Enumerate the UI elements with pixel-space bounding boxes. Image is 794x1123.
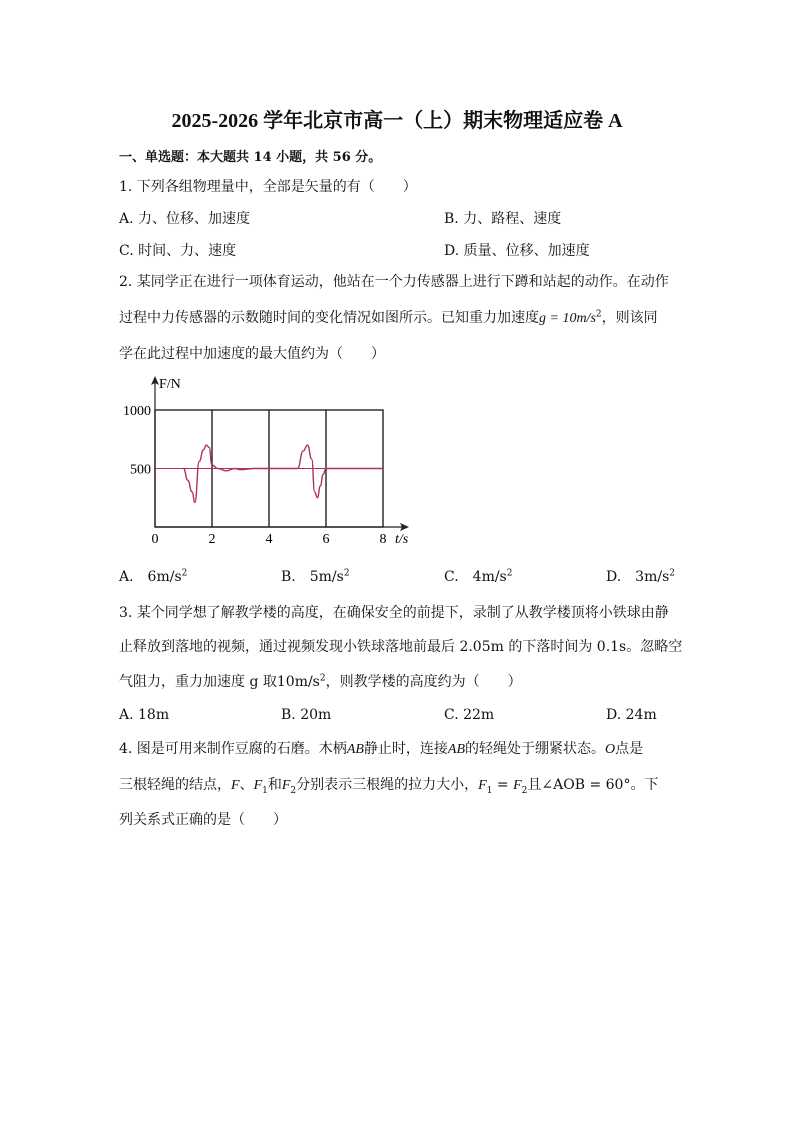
q4-eq-f1-sub: 1 <box>486 785 493 796</box>
y-axis-label: F/N <box>159 377 181 392</box>
q2-option-d-text: D. 3m/s <box>606 569 670 585</box>
q2-option-c-text: C. 4m/s <box>444 569 507 585</box>
q2-option-b <box>281 566 350 586</box>
q1-option-c: C. 时间、力、速度 <box>119 243 237 259</box>
q2-line3: 学在此过程中加速度的最大值约为（ ） <box>119 346 385 362</box>
q4-ab-2: AB <box>447 742 466 757</box>
q2-option-a-text: A. 6m/s <box>119 569 182 585</box>
q4-line1-b: 静止时，连接 <box>363 741 448 757</box>
q2-g-exponent: 2 <box>595 309 602 320</box>
q2-option-a <box>119 566 187 586</box>
q1-option-b: B. 力、路程、速度 <box>444 211 562 227</box>
q4-line1-c: 的轻绳处于绷紧状态。 <box>465 741 606 757</box>
q2-option-c <box>444 566 512 586</box>
q4-f2-sub: 2 <box>290 785 297 796</box>
q3-option-c: C. 22m <box>444 707 495 723</box>
q4-eq-f2-sub: 2 <box>521 785 528 796</box>
q4-point-o: O <box>605 742 616 757</box>
graph-axes <box>151 376 409 531</box>
q4-line1-d: 点是 <box>615 741 644 757</box>
force-curve <box>184 445 384 502</box>
q3-line1: 3. 某个同学想了解教学楼的高度，在确保安全的前提下，录制了从教学楼顶将小铁球由静 <box>119 605 669 621</box>
graph-tick-labels <box>123 404 387 547</box>
q4-f1-sub: 1 <box>262 785 268 796</box>
q4-line2-c: 和 <box>267 777 282 793</box>
q4-f: F <box>231 778 240 793</box>
q4-eq-f1: F <box>478 778 487 793</box>
x-tick-label: 8 <box>379 532 387 547</box>
q3-line3-tail: ，则教学楼的高度约为（ ） <box>325 674 522 690</box>
q1-stem: 1. 下列各组物理量中，全部是矢量的有（ ） <box>119 179 417 195</box>
q2-line1: 2. 某同学正在进行一项体育运动，他站在一个力传感器上进行下蹲和站起的动作。在动作 <box>119 274 669 290</box>
q4-eq-sign: = <box>492 777 514 793</box>
q3-line3-text: 气阻力，重力加速度 g 取 <box>119 674 277 690</box>
q3-option-b: B. 20m <box>281 707 332 723</box>
x-tick-label: 6 <box>322 532 330 547</box>
y-tick-label: 1000 <box>123 404 151 419</box>
q2-line2-tail: ，则该同 <box>601 310 658 326</box>
q3-g-value: 10m/s <box>276 674 320 690</box>
q2-option-d <box>606 566 675 586</box>
q4-line1 <box>119 738 643 758</box>
force-time-graph <box>116 372 416 552</box>
q4-f1: F <box>253 778 263 793</box>
x-tick-label: 4 <box>265 532 273 547</box>
q4-line2-e: 。下 <box>630 777 659 793</box>
q3-option-d: D. 24m <box>606 707 657 723</box>
page-title: 2025-2026 学年北京市高一（上）期末物理适应卷 A <box>171 110 623 132</box>
q4-f2: F <box>281 778 291 793</box>
q2-line2 <box>119 307 658 327</box>
section-heading: 一、单选题：本大题共 14 小题，共 56 分。 <box>119 150 382 165</box>
q2-g-equation: g = 10m/s <box>539 311 596 326</box>
q1-option-a: A. 力、位移、加速度 <box>119 211 251 227</box>
x-tick-label: 2 <box>208 532 216 547</box>
x-axis-label: t/s <box>395 532 409 547</box>
q4-line2-b: 、 <box>239 777 254 793</box>
q2-option-d-exp: 2 <box>669 568 675 579</box>
q3-g-exponent: 2 <box>319 673 326 684</box>
q4-line3: 列关系式正确的是（ ） <box>119 812 287 828</box>
q4-line1-a: 4. 图是可用来制作豆腐的石磨。木柄 <box>119 741 347 757</box>
x-tick-label: 0 <box>151 532 159 547</box>
q1-option-d: D. 质量、位移、加速度 <box>444 243 590 259</box>
q3-line2: 止释放到落地的视频，通过视频发现小铁球落地前最后 2.05m 的下落时间为 0.1s。忽略空 <box>119 639 683 655</box>
q4-line2-a: 三根轻绳的结点， <box>119 777 231 793</box>
q3-option-a: A. 18m <box>119 707 170 723</box>
q4-line2 <box>119 774 658 796</box>
q2-option-c-exp: 2 <box>506 568 513 579</box>
q2-option-b-exp: 2 <box>343 568 350 579</box>
q2-option-a-exp: 2 <box>181 568 188 579</box>
q3-line3 <box>119 671 522 691</box>
q2-line2-text: 过程中力传感器的示数随时间的变化情况如图所示。已知重力加速度 <box>119 310 539 326</box>
q4-eq-f2: F <box>513 778 522 793</box>
q4-line2-d: 分别表示三根绳的拉力大小， <box>296 777 479 793</box>
q2-option-b-text: B. 5m/s <box>281 569 344 585</box>
q4-ab-1: AB <box>346 742 364 757</box>
q4-angle-eq: 且∠AOB = 60° <box>527 777 631 793</box>
y-tick-label: 500 <box>130 462 151 478</box>
